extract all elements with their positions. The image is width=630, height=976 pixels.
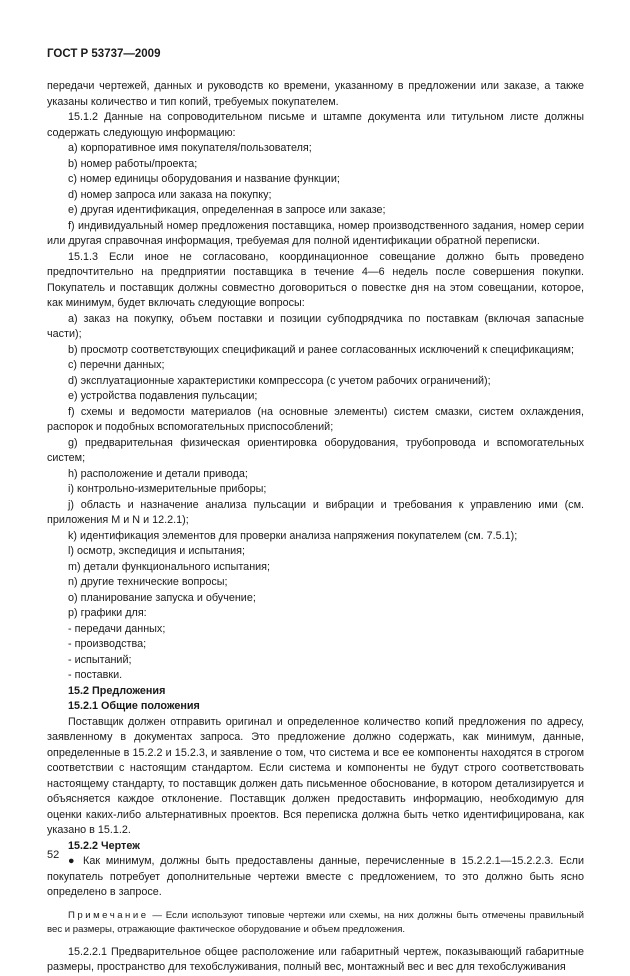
- list-item: d) номер запроса или заказа на покупку;: [68, 188, 272, 201]
- document-header: ГОСТ Р 53737—2009: [47, 48, 161, 60]
- heading-15-2-2: 15.2.2 Чертеж: [68, 839, 140, 852]
- list-item: b) просмотр соответствующих спецификаций и ранее согласованных исключений к спецификациям;: [68, 343, 574, 356]
- list-item: p) графики для:: [68, 607, 147, 619]
- list-item: e) устройства подавления пульсации;: [68, 390, 258, 402]
- list-item: a) заказ на покупку, объем поставки и позиции субподрядчика по поставкам (включая запасные части);: [47, 312, 584, 340]
- paragraph-15-2-1: Поставщик должен отправить оригинал и определенное количество копий предложения по адресу, заявленному в документах запроса. Это предложение должно содержать, как минимум, данные, определенные в 15.2.2 и 15.2.3, и заявление о том, что система и все ее компоненты находятся в строгом соответствии с настоящим стандартом. Если система и компоненты не будут строго соответствовать настоящему стандарту, то поставщик должен дать письменное обоснование, в котором детализируется и объясняется каждое отклонение. Поставщик должен предоставить информацию, необходимую для оценки каких-либо альтернативных проектов. Вся переписка должна быть четко идентифицирована, как указано в 15.1.2.: [47, 715, 584, 836]
- list-item: m) детали функционального испытания;: [68, 560, 271, 573]
- list-item: e) другая идентификация, определенная в запросе или заказе;: [68, 204, 386, 216]
- list-item: c) номер единицы оборудования и название функции;: [68, 173, 340, 185]
- list-item: - производства;: [68, 638, 147, 650]
- list-item: c) перечни данных;: [68, 359, 165, 371]
- paragraph-15-2-2-1: 15.2.2.1 Предварительное общее расположение или габаритный чертеж, показывающий габаритные размеры, пространство для техобслуживания, полный вес, монтажный вес и вес для техобслуживания: [47, 945, 584, 973]
- page-number: 52: [47, 849, 60, 861]
- heading-15-2-1: 15.2.1 Общие положения: [68, 700, 200, 712]
- paragraph-15-1-3: 15.1.3 Если иное не согласовано, координационное совещание должно быть проведено предпочтительно на предприятии поставщика в течение 4—6 недель после совершения покупки. Покупатель и поставщик должны совместно договориться о повестке дня на этом совещании, которое, как минимум, будет включать следующие вопросы:: [47, 250, 584, 309]
- heading-15-2: 15.2 Предложения: [68, 684, 166, 697]
- list-item: l) осмотр, экспедиция и испытания;: [68, 545, 246, 557]
- list-item: b) номер работы/проекта;: [68, 157, 198, 170]
- page-body: [47, 79, 584, 976]
- list-item: k) идентификация элементов для проверки анализа напряжения покупателем (см. 7.5.1);: [68, 529, 518, 542]
- list-item: - испытаний;: [68, 653, 132, 666]
- paragraph-15-1-2: 15.1.2 Данные на сопроводительном письме и штампе документа или титульном листе должны содержать следующую информацию:: [47, 111, 584, 139]
- list-15-1-2: [47, 141, 584, 250]
- list-item: j) область и назначение анализа пульсации и вибрации и требования к управлению ими (см. приложения M и N и 12.2.1);: [47, 498, 584, 526]
- list-15-1-3: [47, 312, 584, 684]
- list-item: - передачи данных;: [68, 622, 166, 635]
- list-item: g) предварительная физическая ориентировка оборудования, трубопровода и вспомогательных систем;: [47, 436, 584, 464]
- list-item: f) индивидуальный номер предложения поставщика, номер производственного задания, номер серии или другая справочная информация, требуемая для полной идентификации обратной переписки.: [47, 219, 584, 247]
- list-item: o) планирование запуска и обучение;: [68, 591, 256, 604]
- list-item: i) контрольно-измерительные приборы;: [68, 483, 267, 495]
- list-item: d) эксплуатационные характеристики компрессора (с учетом рабочих ограничений);: [68, 374, 491, 387]
- paragraph-15-2-2: ● Как минимум, должны быть предоставлены данные, перечисленные в 15.2.2.1—15.2.2.3. Если покупатель потребует дополнительные чертежи вместе с предложением, то это должно быть ясно определено в запросе.: [47, 855, 584, 898]
- list-item: a) корпоративное имя покупателя/пользователя;: [68, 142, 312, 154]
- paragraph-continuation: передачи чертежей, данных и руководств ко времени, указанному в предложении или заказе, а также указаны количество и тип копий, требуемых покупателем.: [47, 80, 584, 108]
- list-item: - поставки.: [68, 669, 123, 681]
- note-label: Примечание: [68, 909, 149, 921]
- list-item: n) другие технические вопросы;: [68, 576, 228, 588]
- note-text: — Если используют типовые чертежи или схемы, на них должны быть отмечены правильный вес и размеры, отражающие фактическое оборудование и объем предложения.: [47, 909, 584, 935]
- list-item: f) схемы и ведомости материалов (на основные элементы) систем смазки, систем охлаждения, распорок и подобных вспомогательных приспособлений;: [47, 405, 584, 433]
- list-item: h) расположение и детали привода;: [68, 467, 248, 480]
